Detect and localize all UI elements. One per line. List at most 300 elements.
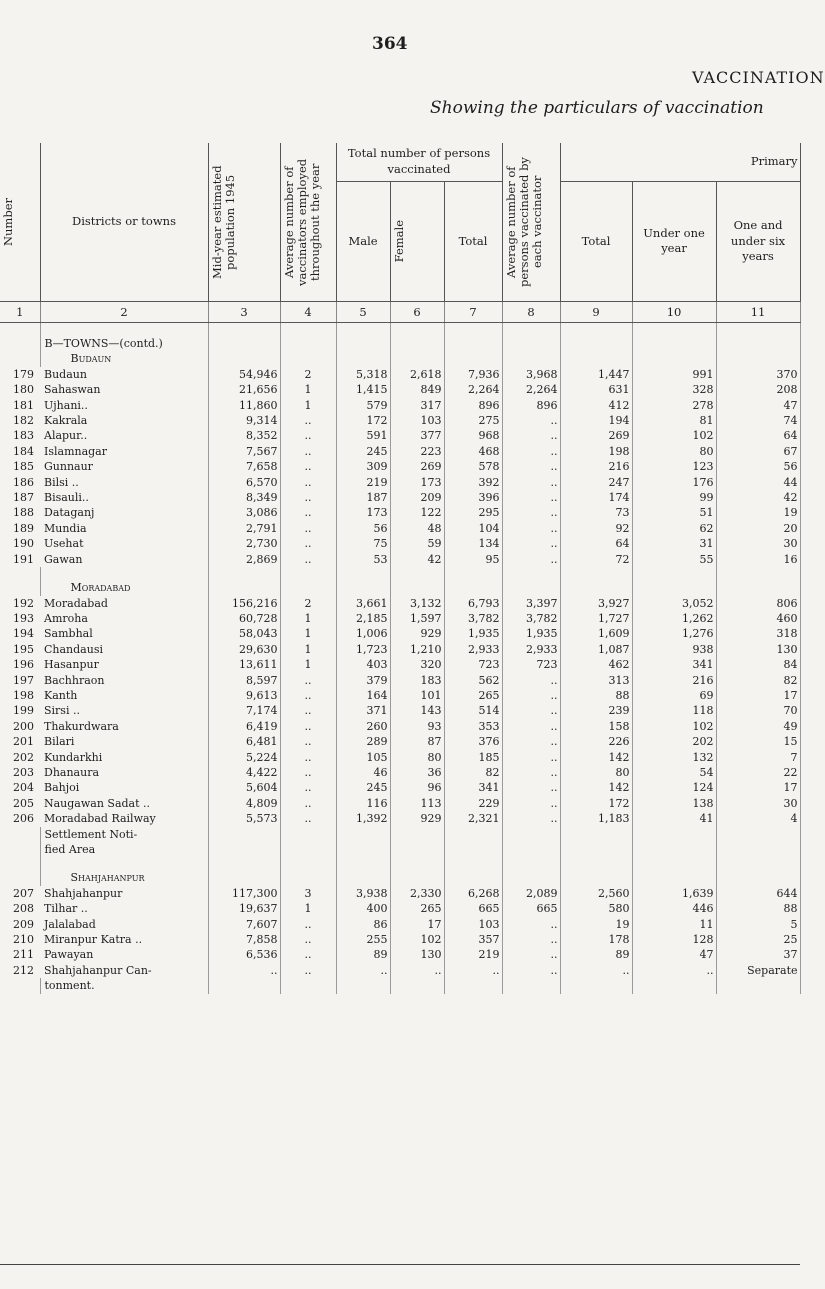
table-cell: Chandausi	[40, 642, 208, 657]
table-cell: 3,782	[444, 611, 502, 626]
empty-cell	[444, 323, 502, 337]
table-cell: ..	[280, 963, 336, 978]
table-cell: 30	[716, 536, 800, 551]
table-cell: ..	[280, 428, 336, 443]
col-num: 3	[208, 302, 280, 323]
table-cell: 1	[280, 398, 336, 413]
table-cell: 179	[13, 367, 34, 381]
table-cell: Bilari	[40, 734, 208, 749]
table-cell: 392	[444, 475, 502, 490]
empty-cell	[336, 336, 390, 351]
empty-cell	[560, 842, 632, 857]
table-cell: 205	[13, 796, 34, 810]
table-cell: 968	[444, 428, 502, 443]
table-cell: 156,216	[208, 596, 280, 611]
table-cell: 4,809	[208, 796, 280, 811]
table-cell: 5,573	[208, 811, 280, 826]
table-cell: 122	[390, 505, 444, 520]
table-cell: Shahjahanpur	[40, 886, 208, 901]
empty-cell	[336, 870, 390, 885]
table-cell: 580	[560, 901, 632, 916]
table-cell: Mundia	[40, 521, 208, 536]
table-cell: 376	[444, 734, 502, 749]
table-cell: 245	[336, 780, 390, 795]
table-cell: 210	[13, 933, 34, 947]
table-cell: 80	[560, 765, 632, 780]
table-cell: ..	[280, 719, 336, 734]
table-cell: 102	[632, 719, 716, 734]
table-cell: ..	[280, 703, 336, 718]
table-cell: 20	[716, 521, 800, 536]
table-cell: 70	[716, 703, 800, 718]
table-row	[0, 719, 800, 734]
table-cell: 64	[716, 428, 800, 443]
table-cell: 206	[13, 812, 34, 826]
col-num: 5	[336, 302, 390, 323]
table-cell: 2,330	[390, 886, 444, 901]
table-cell: 591	[336, 428, 390, 443]
section-subtitle-text: Shahjahanpur	[40, 870, 208, 885]
table-cell: 3,086	[208, 505, 280, 520]
table-cell: Separate	[716, 963, 800, 978]
empty-cell	[560, 336, 632, 351]
empty-cell	[390, 323, 444, 337]
empty-cell	[560, 978, 632, 993]
table-cell: 19	[716, 505, 800, 520]
table-cell: 13,611	[208, 657, 280, 672]
table-cell: Kakrala	[40, 413, 208, 428]
empty-cell	[280, 870, 336, 885]
table-cell: 7,607	[208, 917, 280, 932]
table-cell: 216	[560, 459, 632, 474]
table-cell: 46	[336, 765, 390, 780]
table-cell: 7,858	[208, 932, 280, 947]
table-cell: 5,318	[336, 367, 390, 382]
table-cell: Moradabad	[40, 596, 208, 611]
table-cell: 16	[716, 552, 800, 567]
table-cell: ..	[280, 552, 336, 567]
empty-cell	[502, 567, 560, 580]
table-cell: 3,052	[632, 596, 716, 611]
empty-cell	[560, 351, 632, 366]
table-cell: 99	[632, 490, 716, 505]
table-cell: Bachhraon	[40, 673, 208, 688]
empty-cell	[280, 842, 336, 857]
spacer-row	[0, 323, 800, 337]
table-cell: 49	[716, 719, 800, 734]
table-cell: 1,597	[390, 611, 444, 626]
table-cell: 239	[560, 703, 632, 718]
table-cell: 4,422	[208, 765, 280, 780]
table-cell: 59	[390, 536, 444, 551]
empty-cell	[502, 580, 560, 595]
table-cell: 44	[716, 475, 800, 490]
table-cell: 1,087	[560, 642, 632, 657]
table-cell: ..	[280, 765, 336, 780]
table-cell: ..	[280, 505, 336, 520]
table-cell: Gunnaur	[40, 459, 208, 474]
table-row	[0, 917, 800, 932]
table-cell: 88	[716, 901, 800, 916]
table-cell: Alapur..	[40, 428, 208, 443]
table-cell: 229	[444, 796, 502, 811]
table-cell: 260	[336, 719, 390, 734]
table-cell: 896	[444, 398, 502, 413]
table-cell: 86	[336, 917, 390, 932]
table-cell: 289	[336, 734, 390, 749]
table-cell: 2,089	[502, 886, 560, 901]
table-cell: 1	[280, 657, 336, 672]
table-row	[0, 490, 800, 505]
table-cell: Budaun	[40, 367, 208, 382]
empty-cell	[336, 580, 390, 595]
table-cell: Kanth	[40, 688, 208, 703]
table-cell: 1	[280, 901, 336, 916]
table-cell: 1,935	[502, 626, 560, 641]
table-cell: 142	[560, 780, 632, 795]
empty-cell	[560, 323, 632, 337]
empty-cell	[0, 323, 40, 337]
col-num: 10	[632, 302, 716, 323]
table-row	[0, 505, 800, 520]
empty-cell	[280, 978, 336, 993]
table-cell: 3,782	[502, 611, 560, 626]
empty-cell	[444, 351, 502, 366]
vaccination-table	[0, 143, 800, 1263]
table-cell: 3,132	[390, 596, 444, 611]
empty-cell	[280, 567, 336, 580]
empty-cell	[336, 978, 390, 993]
col-num: 11	[716, 302, 800, 323]
table-cell: 172	[560, 796, 632, 811]
table-cell: 665	[502, 901, 560, 916]
table-cell: 80	[390, 750, 444, 765]
table-cell: 185	[444, 750, 502, 765]
table-cell: 3	[280, 886, 336, 901]
empty-cell	[280, 857, 336, 870]
table-cell: 579	[336, 398, 390, 413]
empty-cell	[632, 336, 716, 351]
empty-cell	[280, 336, 336, 351]
table-cell: Usehat	[40, 536, 208, 551]
table-cell: ..	[502, 475, 560, 490]
table-row	[0, 947, 800, 962]
empty-cell	[560, 870, 632, 885]
table-cell: 69	[632, 688, 716, 703]
table-cell: 991	[632, 367, 716, 382]
table-cell: ..	[502, 796, 560, 811]
empty-cell	[208, 336, 280, 351]
table-cell: 22	[716, 765, 800, 780]
table-cell: 123	[632, 459, 716, 474]
table-cell: 211	[13, 948, 34, 962]
table-row	[0, 413, 800, 428]
table-cell: ..	[502, 734, 560, 749]
table-cell: 723	[502, 657, 560, 672]
empty-cell	[0, 580, 40, 595]
empty-cell	[208, 827, 280, 842]
table-cell: 113	[390, 796, 444, 811]
empty-cell	[208, 978, 280, 993]
table-cell: 403	[336, 657, 390, 672]
table-cell: 62	[632, 521, 716, 536]
table-cell: ..	[502, 719, 560, 734]
table-cell: 96	[390, 780, 444, 795]
table-cell: 2,264	[444, 382, 502, 397]
empty-cell	[502, 323, 560, 337]
table-cell: ..	[502, 811, 560, 826]
table-row	[0, 811, 800, 826]
empty-cell	[280, 580, 336, 595]
table-cell: 203	[13, 765, 34, 779]
table-cell: Dhanaura	[40, 765, 208, 780]
table-row	[0, 611, 800, 626]
table-cell: 2,321	[444, 811, 502, 826]
table-row	[0, 750, 800, 765]
empty-cell	[716, 351, 800, 366]
header-total-group: Total number of persons vaccinated	[336, 143, 502, 181]
table-cell: 269	[560, 428, 632, 443]
table-cell: 3,927	[560, 596, 632, 611]
table-row	[0, 932, 800, 947]
table-cell: 199	[13, 704, 34, 718]
table-cell: 187	[13, 491, 34, 505]
table-cell: 74	[716, 413, 800, 428]
table-cell: 208	[13, 902, 34, 916]
table-cell: 117,300	[208, 886, 280, 901]
table-cell: 219	[444, 947, 502, 962]
table-cell: 104	[444, 521, 502, 536]
table-cell: 275	[444, 413, 502, 428]
section-title	[0, 336, 800, 351]
table-row	[0, 703, 800, 718]
table-cell: 47	[716, 398, 800, 413]
table-cell: 370	[716, 367, 800, 382]
empty-cell	[716, 567, 800, 580]
table-cell: 75	[336, 536, 390, 551]
table-cell: 42	[390, 552, 444, 567]
table-cell: 1,609	[560, 626, 632, 641]
table-cell: ..	[502, 750, 560, 765]
table-cell: 36	[390, 765, 444, 780]
table-cell: 8,597	[208, 673, 280, 688]
table-cell: 47	[632, 947, 716, 962]
empty-cell	[444, 827, 502, 842]
table-cell: 1,210	[390, 642, 444, 657]
table-cell: 132	[632, 750, 716, 765]
table-cell: 143	[390, 703, 444, 718]
table-cell: Sambhal	[40, 626, 208, 641]
table-cell: 42	[716, 490, 800, 505]
table-cell: 196	[13, 658, 34, 672]
spacer-row	[0, 567, 800, 580]
table-cell: ..	[208, 963, 280, 978]
table-cell: 6,570	[208, 475, 280, 490]
table-row	[0, 552, 800, 567]
empty-cell	[632, 870, 716, 885]
table-cell: 158	[560, 719, 632, 734]
empty-cell	[632, 567, 716, 580]
table-cell: 21,656	[208, 382, 280, 397]
table-cell: 1	[280, 642, 336, 657]
table-cell: 377	[390, 428, 444, 443]
table-cell: 371	[336, 703, 390, 718]
table-cell: 95	[444, 552, 502, 567]
table-cell: 58,043	[208, 626, 280, 641]
table-cell: 3,938	[336, 886, 390, 901]
empty-cell	[632, 857, 716, 870]
table-row	[0, 673, 800, 688]
empty-cell	[560, 567, 632, 580]
empty-cell	[502, 336, 560, 351]
table-cell: 192	[13, 596, 34, 610]
table-cell: 2,730	[208, 536, 280, 551]
empty-cell	[40, 323, 208, 337]
table-cell: ..	[280, 750, 336, 765]
table-cell: 7,936	[444, 367, 502, 382]
table-cell: 3,968	[502, 367, 560, 382]
empty-cell	[632, 323, 716, 337]
empty-cell	[444, 842, 502, 857]
table-cell: 25	[716, 932, 800, 947]
empty-cell	[444, 567, 502, 580]
table-cell: 400	[336, 901, 390, 916]
table-cell: 269	[390, 459, 444, 474]
empty-cell	[40, 857, 208, 870]
table-cell: 82	[716, 673, 800, 688]
empty-cell	[502, 827, 560, 842]
table-cell: 48	[390, 521, 444, 536]
table-cell: 183	[13, 429, 34, 443]
table-cell: 200	[13, 719, 34, 733]
empty-cell	[444, 336, 502, 351]
table-cell: 379	[336, 673, 390, 688]
page-title: VACCINATION	[692, 68, 825, 87]
row-continuation	[0, 978, 800, 993]
table-cell: 19	[560, 917, 632, 932]
table-cell: 514	[444, 703, 502, 718]
table-cell: ..	[280, 459, 336, 474]
empty-cell	[390, 567, 444, 580]
empty-cell	[208, 842, 280, 857]
empty-cell	[280, 827, 336, 842]
table-cell: 1,723	[336, 642, 390, 657]
table-cell: ..	[560, 963, 632, 978]
table-cell: 204	[13, 781, 34, 795]
header-primary-total: Total	[560, 181, 632, 302]
empty-cell	[390, 870, 444, 885]
table-cell: 4	[716, 811, 800, 826]
empty-cell	[444, 870, 502, 885]
table-cell: 67	[716, 444, 800, 459]
table-cell: 30	[716, 796, 800, 811]
table-cell: 278	[632, 398, 716, 413]
empty-cell	[716, 580, 800, 595]
table-cell: 396	[444, 490, 502, 505]
empty-cell	[208, 580, 280, 595]
table-cell: 2,869	[208, 552, 280, 567]
table-cell: 80	[632, 444, 716, 459]
table-cell: 216	[632, 673, 716, 688]
table-cell: 7,174	[208, 703, 280, 718]
empty-cell	[390, 842, 444, 857]
table-cell: 102	[390, 932, 444, 947]
table-row	[0, 398, 800, 413]
table-cell: 265	[390, 901, 444, 916]
table-cell: 11,860	[208, 398, 280, 413]
table-cell: 9,314	[208, 413, 280, 428]
table-cell: 849	[390, 382, 444, 397]
table-cell: 468	[444, 444, 502, 459]
table-row	[0, 688, 800, 703]
table-cell: 265	[444, 688, 502, 703]
table-cell: ..	[444, 963, 502, 978]
table-row	[0, 796, 800, 811]
table-row	[0, 765, 800, 780]
table-cell: ..	[280, 475, 336, 490]
table-cell: 173	[390, 475, 444, 490]
empty-cell	[502, 842, 560, 857]
table-cell: 6,536	[208, 947, 280, 962]
table-cell: 56	[716, 459, 800, 474]
table-cell: ..	[502, 413, 560, 428]
table-cell: 105	[336, 750, 390, 765]
header-district: Districts or towns	[40, 143, 208, 302]
table-cell: 193	[13, 611, 34, 625]
table-cell: Bisauli..	[40, 490, 208, 505]
empty-cell	[0, 842, 40, 857]
table-cell: 2,560	[560, 886, 632, 901]
empty-cell	[336, 842, 390, 857]
col-num: 1	[0, 302, 40, 323]
table-row	[0, 536, 800, 551]
table-cell: 103	[444, 917, 502, 932]
table-cell: 172	[336, 413, 390, 428]
table-cell: 201	[13, 735, 34, 749]
table-cell: 180	[13, 383, 34, 397]
table-cell: 194	[560, 413, 632, 428]
table-cell: ..	[280, 521, 336, 536]
empty-cell	[0, 351, 40, 366]
table-cell: ..	[502, 552, 560, 567]
table-cell: ..	[280, 490, 336, 505]
table-cell: 88	[560, 688, 632, 703]
table-cell: 41	[632, 811, 716, 826]
table-cell: ..	[502, 947, 560, 962]
table-cell: 197	[13, 673, 34, 687]
table-cell: ..	[280, 917, 336, 932]
table-cell: 3,661	[336, 596, 390, 611]
header-under-one-year: Under one year	[632, 181, 716, 302]
table-cell: 17	[390, 917, 444, 932]
table-cell: 2,264	[502, 382, 560, 397]
table-cell: Amroha	[40, 611, 208, 626]
empty-cell	[336, 351, 390, 366]
table-cell: ..	[502, 765, 560, 780]
empty-cell	[716, 842, 800, 857]
table-row	[0, 444, 800, 459]
table-cell: 54,946	[208, 367, 280, 382]
table-cell: 64	[560, 536, 632, 551]
empty-cell	[336, 323, 390, 337]
header-male: Male	[336, 181, 390, 302]
table-cell: 37	[716, 947, 800, 962]
table-cell: ..	[280, 796, 336, 811]
table-cell: 142	[560, 750, 632, 765]
table-cell: ..	[502, 963, 560, 978]
empty-cell	[208, 857, 280, 870]
empty-cell	[336, 827, 390, 842]
